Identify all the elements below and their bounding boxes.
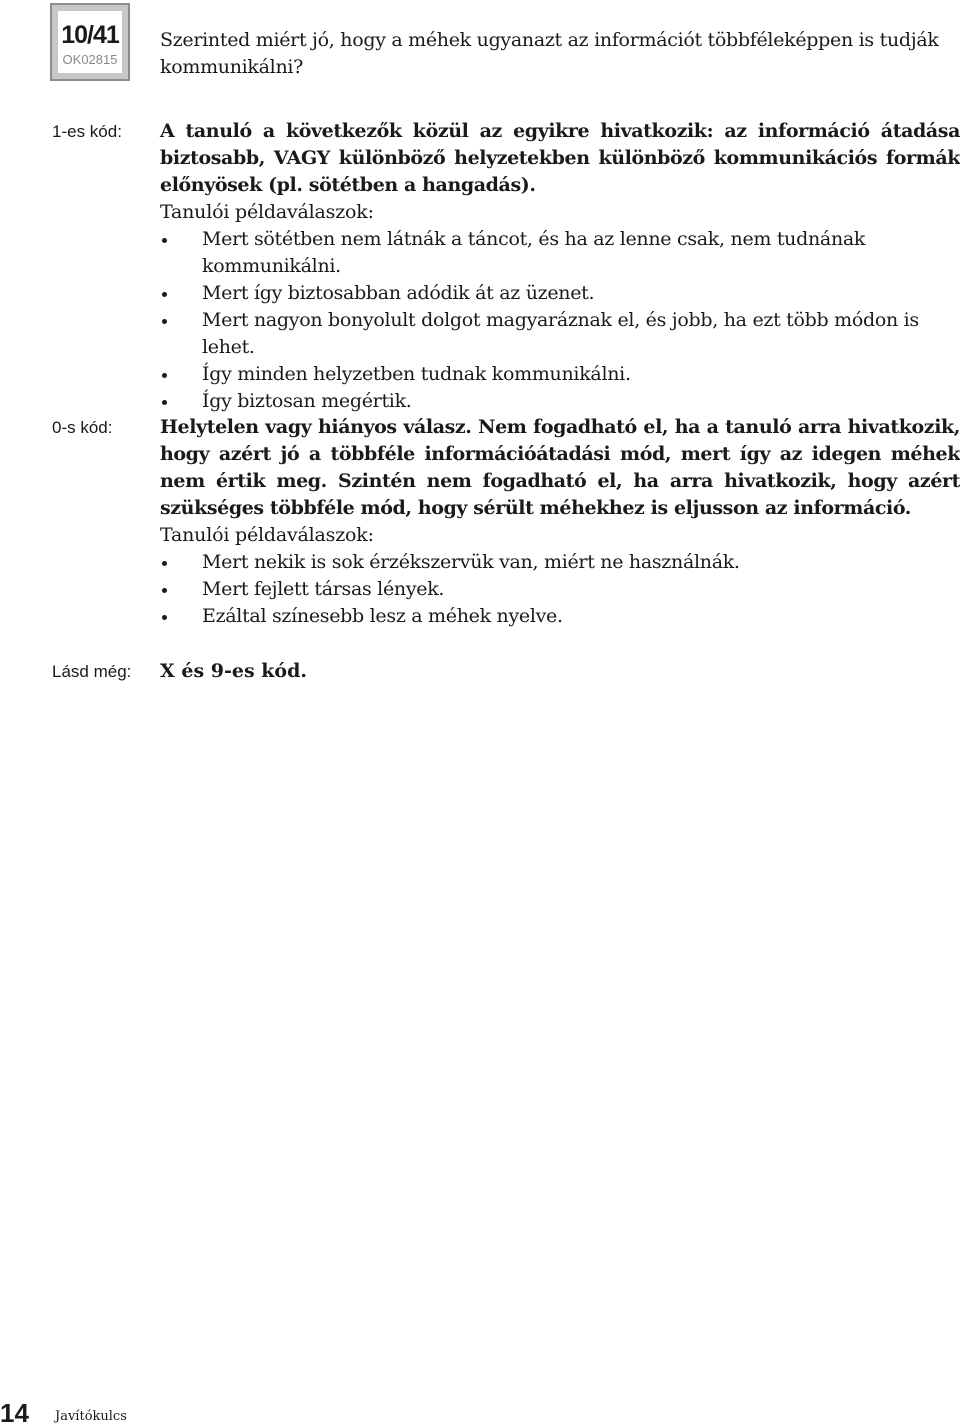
list-item: Mert sötétben nem látnák a táncot, és ha az lenne csak, nem tudnának kommunikálni. (160, 226, 960, 280)
code1-criterion: A tanuló a következők közül az egyikre hivatkozik: az információ átadása biztosabb, VAGY különböző helyzetekben különböző kommunikációs formák előnyösek (pl. sötétben a hangadás). (160, 120, 960, 196)
code1-samples-list (160, 226, 960, 415)
page-number: 14 (0, 1398, 29, 1428)
see-also-text: X és 9-es kód. (160, 660, 307, 682)
code1-label: 1-es kód: (52, 122, 122, 141)
code0-samples-list (160, 549, 960, 630)
item-number-box (50, 3, 130, 81)
list-item: Mert fejlett társas lények. (160, 576, 960, 603)
code0-samples-heading: Tanulói példaválaszok: (160, 524, 374, 546)
item-number-box-inner (58, 11, 122, 73)
code0-section (160, 414, 960, 630)
code0-label: 0-s kód: (52, 418, 113, 437)
list-item: Mert nekik is sok érzékszervük van, miért ne használnák. (160, 549, 960, 576)
list-item: Így minden helyzetben tudnak kommunikálni. (160, 361, 960, 388)
item-number: 10/41 (61, 21, 119, 49)
question: Szerinted miért jó, hogy a méhek ugyanazt az információt többféleképpen is tudják kommunikálni? (160, 29, 939, 78)
code0-criterion: Helytelen vagy hiányos válasz. Nem fogadható el, ha a tanuló arra hivatkozik, hogy azért jó a többféle információátadási mód, mert így az idegen méhek nem értik meg. Szintén nem fogadható el, ha arra hivatkozik, hogy azért szükséges többféle mód, hogy sérült méhekhez is eljusson az információ. (160, 416, 960, 519)
list-item: Mert nagyon bonyolult dolgot magyaráznak el, és jobb, ha ezt több módon is lehet. (160, 307, 960, 361)
list-item: Így biztosan megértik. (160, 388, 960, 415)
list-item: Ezáltal színesebb lesz a méhek nyelve. (160, 603, 960, 630)
question-text (160, 27, 960, 81)
see-also-label: Lásd még: (52, 662, 132, 681)
code1-samples-heading: Tanulói példaválaszok: (160, 201, 374, 223)
code1-section (160, 118, 960, 415)
footer-label: Javítókulcs (55, 1409, 127, 1424)
item-code: OK02815 (62, 52, 118, 67)
list-item: Mert így biztosabban adódik át az üzenet. (160, 280, 960, 307)
